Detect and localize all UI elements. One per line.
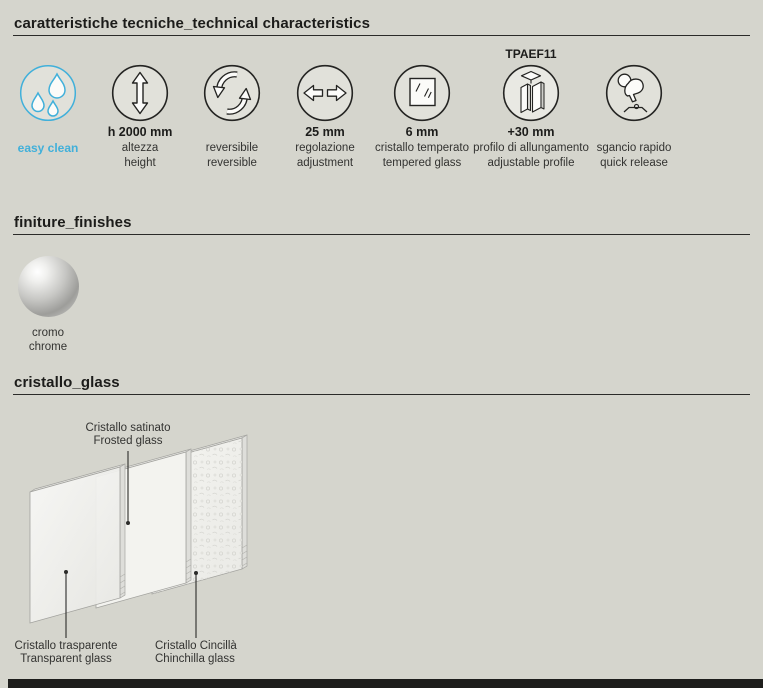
feature-value: 6 mm bbox=[405, 125, 439, 139]
feature-label-en: adjustment bbox=[296, 157, 354, 169]
footer-bar bbox=[8, 679, 763, 688]
section-divider bbox=[13, 234, 750, 235]
glass-label-en: Transparent glass bbox=[20, 653, 112, 665]
section-divider bbox=[13, 35, 750, 36]
feature-label-it: regolazione bbox=[295, 142, 355, 154]
swatch-label-en: chrome bbox=[28, 340, 68, 353]
swatch-label-it: cromo bbox=[32, 327, 64, 339]
feature-label-en: tempered glass bbox=[382, 157, 462, 169]
frosted-glass-label bbox=[58, 422, 198, 448]
chinchilla-glass-label bbox=[155, 640, 305, 666]
feature-code bbox=[569, 47, 699, 64]
glass-label-it: Cristallo satinato bbox=[85, 422, 171, 434]
water-drops-icon bbox=[19, 64, 77, 122]
section-divider bbox=[13, 394, 750, 395]
feature-value: +30 mm bbox=[507, 125, 555, 139]
feature-value bbox=[569, 125, 699, 141]
feature-value: 25 mm bbox=[305, 125, 345, 139]
section-title-finishes: finiture_finishes bbox=[14, 214, 132, 231]
feature-quick-release bbox=[569, 47, 699, 171]
hand-quick-release-icon bbox=[605, 64, 663, 122]
feature-code: TPAEF11 bbox=[505, 47, 557, 61]
extension-profile-icon bbox=[502, 64, 560, 122]
feature-label-it: reversibile bbox=[205, 142, 259, 154]
glass-label-it: Cristallo trasparente bbox=[14, 640, 118, 652]
height-double-arrow-icon bbox=[111, 64, 169, 122]
feature-label-it: profilo di allungamento bbox=[473, 142, 589, 154]
feature-label-en: adjustable profile bbox=[487, 157, 575, 169]
feature-label-it: altezza bbox=[121, 142, 159, 154]
feature-label-en: quick release bbox=[600, 157, 668, 169]
section-title-technical: caratteristiche tecniche_technical characteristics bbox=[14, 15, 371, 32]
width-adjustment-arrows-icon bbox=[296, 64, 354, 122]
reversible-arrows-icon bbox=[203, 64, 261, 122]
chrome-finish-swatch bbox=[18, 256, 79, 317]
feature-label-en: height bbox=[124, 157, 156, 169]
feature-label-it: easy clean bbox=[17, 141, 79, 155]
feature-label-it: sgancio rapido bbox=[596, 142, 672, 154]
glass-panels-diagram bbox=[10, 420, 300, 640]
feature-value: h 2000 mm bbox=[107, 125, 173, 139]
transparent-glass-label bbox=[6, 640, 126, 666]
tempered-glass-pane-icon bbox=[393, 64, 451, 122]
glass-label-en: Chinchilla glass bbox=[155, 653, 235, 665]
feature-label-en: reversible bbox=[207, 157, 257, 169]
section-title-glass: cristallo_glass bbox=[14, 374, 120, 391]
feature-label-it: cristallo temperato bbox=[375, 142, 469, 154]
chrome-swatch-label bbox=[0, 327, 96, 354]
glass-label-en: Frosted glass bbox=[93, 435, 163, 447]
glass-label-it: Cristallo Cincillà bbox=[155, 640, 237, 652]
transparent-glass-panel bbox=[30, 464, 125, 623]
